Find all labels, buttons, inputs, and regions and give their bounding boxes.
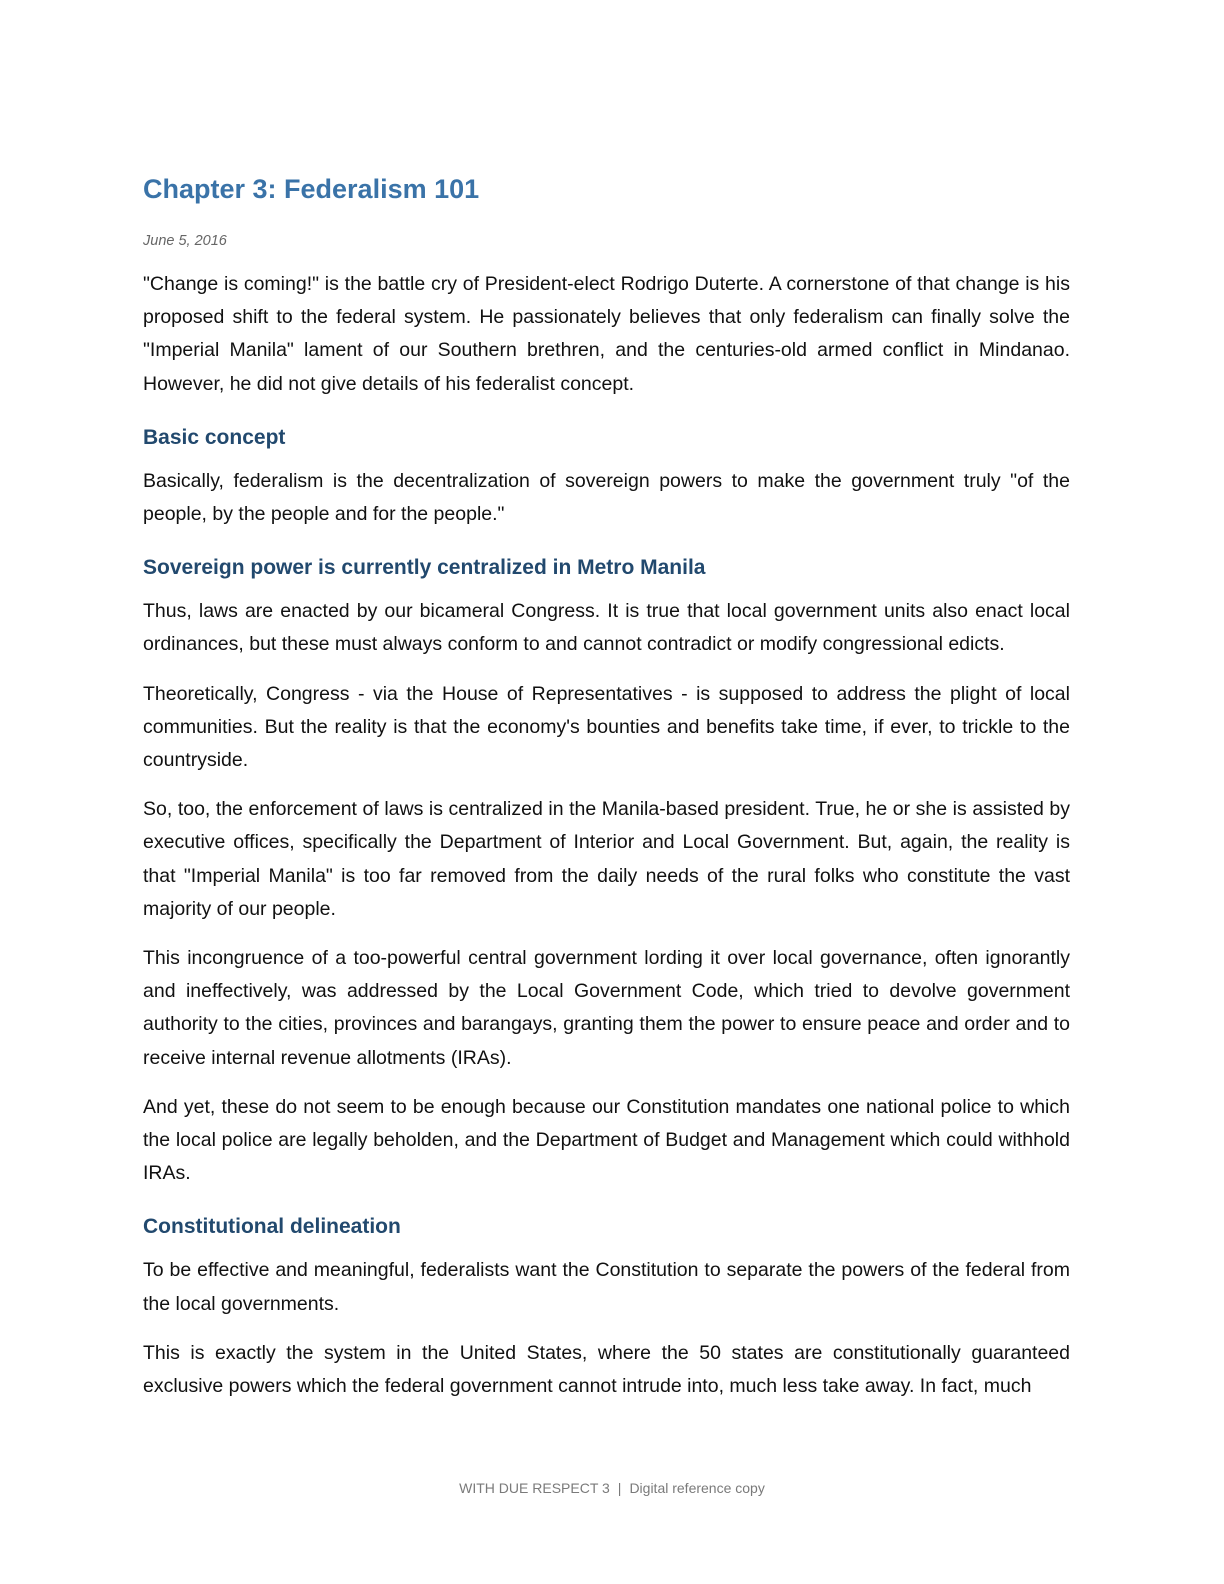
footer-copy-note: Digital reference copy (629, 1480, 765, 1496)
paragraph: This incongruence of a too-powerful central government lording it over local governance, often ignorantly and ineffectively, was addressed by the Local Government Code, which tried to devolve government authority to the cities, provinces and barangays, granting them the power to ensure peace and order and to receive internal revenue allotments (IRAs). (143, 947, 1070, 1069)
paragraph: And yet, these do not seem to be enough because our Constitution mandates one national police to which the local police are legally beholden, and the Department of Budget and Management which could withhold IRAs. (143, 1095, 1070, 1185)
section-heading: Sovereign power is currently centralized in Metro Manila (143, 556, 706, 580)
paragraph: Theoretically, Congress - via the House of Representatives - is supposed to address the plight of local communities. But the reality is that the economy's bounties and benefits take time, if ever, to trickle to the countryside. (143, 682, 1070, 772)
page-footer (0, 1478, 1224, 1498)
paragraph: This is exactly the system in the United States, where the 50 states are constitutionally guaranteed exclusive powers which the federal government cannot intrude into, much less take away. In fact, much (143, 1341, 1070, 1398)
publication-date: June 5, 2016 (143, 233, 227, 249)
paragraph: To be effective and meaningful, federalists want the Constitution to separate the powers of the federal from the local governments. (143, 1259, 1070, 1315)
section-heading: Basic concept (143, 425, 286, 449)
section-heading: Constitutional delineation (143, 1215, 401, 1239)
paragraph: Basically, federalism is the decentralization of sovereign powers to make the government truly "of the people, by the people and for the people." (143, 469, 1070, 526)
paragraph: "Change is coming!" is the battle cry of President-elect Rodrigo Duterte. A cornerstone of that change is his proposed shift to the federal system. He passionately believes that only federalism can finally solve the "Imperial Manila" lament of our Southern brethren, and the centuries-old armed conflict in Mindanao. However, he did not give details of his federalist concept. (143, 273, 1070, 395)
footer-book-title: WITH DUE RESPECT 3 (459, 1480, 610, 1496)
document-page (143, 168, 1070, 1403)
paragraph: So, too, the enforcement of laws is centralized in the Manila-based president. True, he or she is assisted by executive offices, specifically the Department of Interior and Local Government. But, again, the reality is that "Imperial Manila" is too far removed from the daily needs of the rural folks who constitute the vast majority of our people. (143, 798, 1070, 920)
footer-separator: | (617, 1480, 622, 1496)
chapter-title: Chapter 3: Federalism 101 (143, 174, 480, 204)
paragraph: Thus, laws are enacted by our bicameral Congress. It is true that local government units also enact local ordinances, but these must always conform to and cannot contradict or modify congressional edicts. (143, 600, 1070, 656)
